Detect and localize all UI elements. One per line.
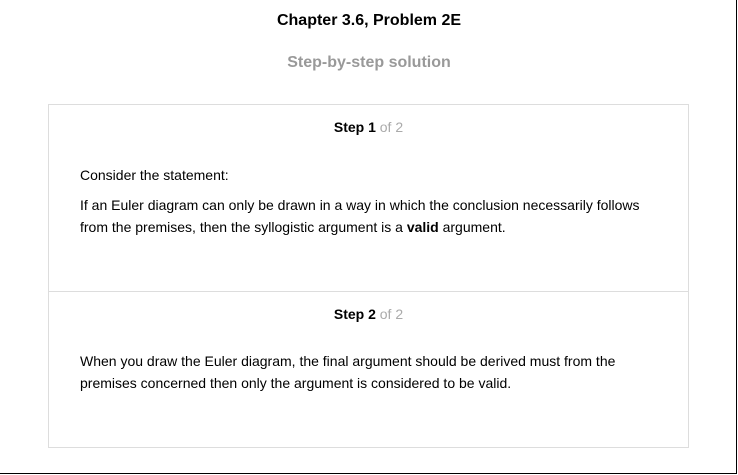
step-2-section bbox=[49, 292, 688, 447]
step-1-header bbox=[49, 119, 688, 135]
step-1-intro: Consider the statement: bbox=[80, 167, 229, 183]
step-2-label: Step 2 bbox=[333, 306, 376, 322]
step-1-body bbox=[80, 194, 660, 238]
page-title: Chapter 3.6, Problem 2E bbox=[276, 12, 462, 29]
step-2-header bbox=[49, 306, 688, 322]
step-1-section bbox=[49, 105, 688, 292]
step-1-body-bold: valid bbox=[406, 219, 439, 235]
step-1-count: of 2 bbox=[379, 119, 404, 135]
step-1-label: Step 1 bbox=[333, 119, 376, 135]
solution-steps bbox=[48, 104, 689, 448]
step-2-count: of 2 bbox=[379, 306, 404, 322]
step-2-body: When you draw the Euler diagram, the final argument should be derived must from the premises concerned then only the argument is considered to be valid. bbox=[80, 353, 616, 391]
solution-heading: Step-by-step solution bbox=[287, 54, 451, 71]
step-1-body-end: argument. bbox=[438, 219, 506, 235]
step-1-body-start: If an Euler diagram can only be drawn in a way in which the conclusion necessarily follows from the premises, then the syllogistic argument is a bbox=[80, 197, 640, 235]
